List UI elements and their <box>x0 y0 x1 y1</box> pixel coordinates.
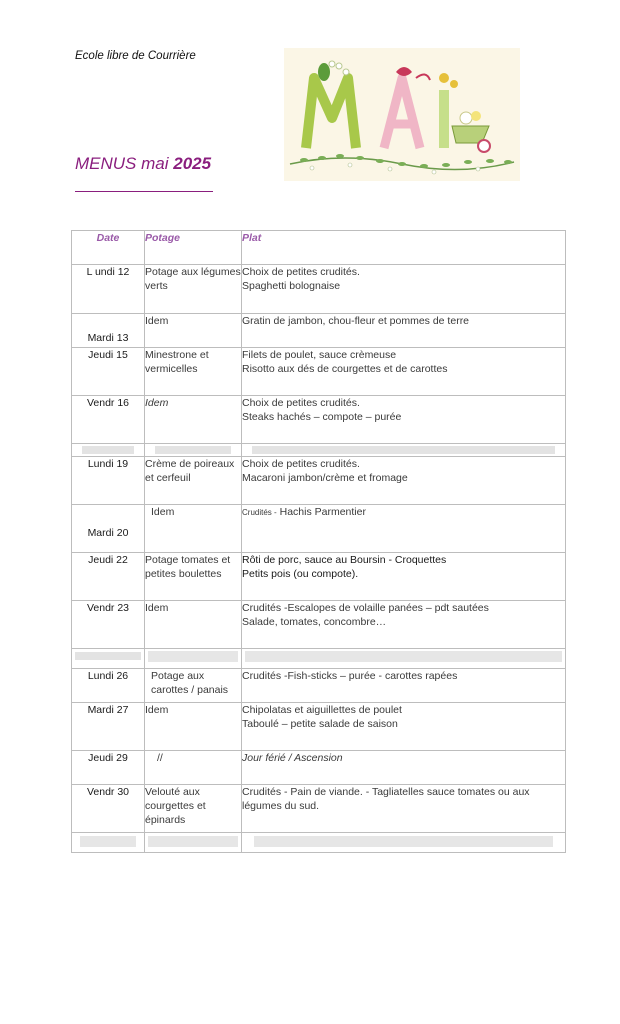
date-cell: Vendr 23 <box>72 601 145 649</box>
plat-line: Gratin de jambon, chou-fleur et pommes de terre <box>242 315 470 327</box>
plat-line: Crudités - Pain de viande. - Tagliatelles sauce tomates ou aux légumes du sud. <box>242 786 530 812</box>
separator-cell <box>242 833 566 853</box>
potage-cell: // <box>145 751 242 785</box>
title-underline <box>75 191 213 192</box>
table-row <box>72 751 566 785</box>
date-cell: Jeudi 15 <box>72 348 145 396</box>
plat-line: Petits pois (ou compote). <box>242 568 359 580</box>
plat-line: Steaks hachés – compote – purée <box>242 411 402 423</box>
table-row <box>72 314 566 348</box>
separator-row <box>72 833 566 853</box>
table-row <box>72 785 566 833</box>
table-row <box>72 703 566 751</box>
title-year: 2025 <box>173 154 212 173</box>
potage-cell: Idem <box>145 396 242 444</box>
table-row <box>72 396 566 444</box>
plat-cell <box>242 669 566 703</box>
plat-cell <box>242 457 566 505</box>
header-plat: Plat <box>242 231 566 265</box>
date-cell: Vendr 30 <box>72 785 145 833</box>
separator-cell <box>145 649 242 669</box>
plat-line: Spaghetti bolognaise <box>242 280 341 292</box>
date-cell: Mardi 20 <box>72 505 145 553</box>
plat-cell <box>242 348 566 396</box>
separator-cell <box>145 444 242 457</box>
plat-cell <box>242 314 566 348</box>
plat-line: Choix de petites crudités. <box>242 458 360 470</box>
plat-line: Jour férié / Ascension <box>242 752 343 764</box>
table-row <box>72 601 566 649</box>
plat-cell <box>242 396 566 444</box>
date-cell: Mardi 13 <box>72 314 145 348</box>
plat-line: Chipolatas et aiguillettes de poulet <box>242 704 402 716</box>
plat-line: Macaroni jambon/crème et fromage <box>242 472 408 484</box>
separator-row <box>72 649 566 669</box>
separator-cell <box>72 444 145 457</box>
table-row <box>72 348 566 396</box>
plat-cell <box>242 703 566 751</box>
gray-bar <box>148 836 238 847</box>
gray-bar <box>254 836 553 847</box>
plat-cell <box>242 751 566 785</box>
school-name: Ecole libre de Courrière <box>75 50 196 62</box>
table-row <box>72 669 566 703</box>
potage-cell: Potage tomates et petites boulettes <box>145 553 242 601</box>
page-title <box>75 154 211 174</box>
plat-line: Crudités -Escalopes de volaille panées – pdt sautées <box>242 602 489 614</box>
gray-bar <box>245 651 562 662</box>
separator-row <box>72 444 566 457</box>
plat-line: Taboulé – petite salade de saison <box>242 718 398 730</box>
potage-cell: Idem <box>145 505 242 553</box>
gray-bar <box>252 446 555 454</box>
header-potage: Potage <box>145 231 242 265</box>
plat-line: Hachis Parmentier <box>279 506 366 518</box>
separator-cell <box>242 649 566 669</box>
plat-line: Crudités -Fish-sticks – purée - carottes rapées <box>242 670 458 682</box>
gray-bar <box>82 446 134 454</box>
potage-cell: Crème de poireaux et cerfeuil <box>145 457 242 505</box>
table-header-row <box>72 231 566 265</box>
potage-cell: Idem <box>145 703 242 751</box>
separator-cell <box>72 833 145 853</box>
header-date: Date <box>72 231 145 265</box>
table-row <box>72 265 566 314</box>
plat-cell <box>242 553 566 601</box>
plat-cell <box>242 265 566 314</box>
potage-cell: Potage aux légumes verts <box>145 265 242 314</box>
date-cell: Jeudi 22 <box>72 553 145 601</box>
date-cell: Vendr 16 <box>72 396 145 444</box>
date-cell: Jeudi 29 <box>72 751 145 785</box>
gray-bar <box>80 836 136 847</box>
gray-bar <box>148 651 238 662</box>
potage-cell: Velouté aux courgettes et épinards <box>145 785 242 833</box>
plat-line: Rôti de porc, sauce au Boursin - Croquettes <box>242 554 447 566</box>
date-cell: Lundi 19 <box>72 457 145 505</box>
separator-cell <box>242 444 566 457</box>
potage-cell: Idem <box>145 601 242 649</box>
plat-line: Risotto aux dés de courgettes et de carottes <box>242 363 448 375</box>
table-row <box>72 505 566 553</box>
plat-line: Choix de petites crudités. <box>242 397 360 409</box>
plat-line: Choix de petites crudités. <box>242 266 360 278</box>
potage-cell: Idem <box>145 314 242 348</box>
plat-line: Filets de poulet, sauce crèmeuse <box>242 349 397 361</box>
title-prefix: MENUS mai <box>75 154 169 173</box>
date-cell: Mardi 27 <box>72 703 145 751</box>
mai-banner-illustration <box>284 48 520 181</box>
plat-cell <box>242 505 566 553</box>
plat-line: Salade, tomates, concombre… <box>242 616 387 628</box>
gray-bar <box>75 652 141 660</box>
plat-prefix: Crudités - <box>242 508 277 517</box>
menu-table <box>71 230 566 853</box>
table-row <box>72 457 566 505</box>
gray-bar <box>155 446 231 454</box>
potage-cell: Minestrone et vermicelles <box>145 348 242 396</box>
plat-cell <box>242 601 566 649</box>
date-cell: L undi 12 <box>72 265 145 314</box>
separator-cell <box>72 649 145 669</box>
separator-cell <box>145 833 242 853</box>
date-cell: Lundi 26 <box>72 669 145 703</box>
table-row <box>72 553 566 601</box>
potage-cell: Potage aux carottes / panais <box>145 669 242 703</box>
plat-cell <box>242 785 566 833</box>
